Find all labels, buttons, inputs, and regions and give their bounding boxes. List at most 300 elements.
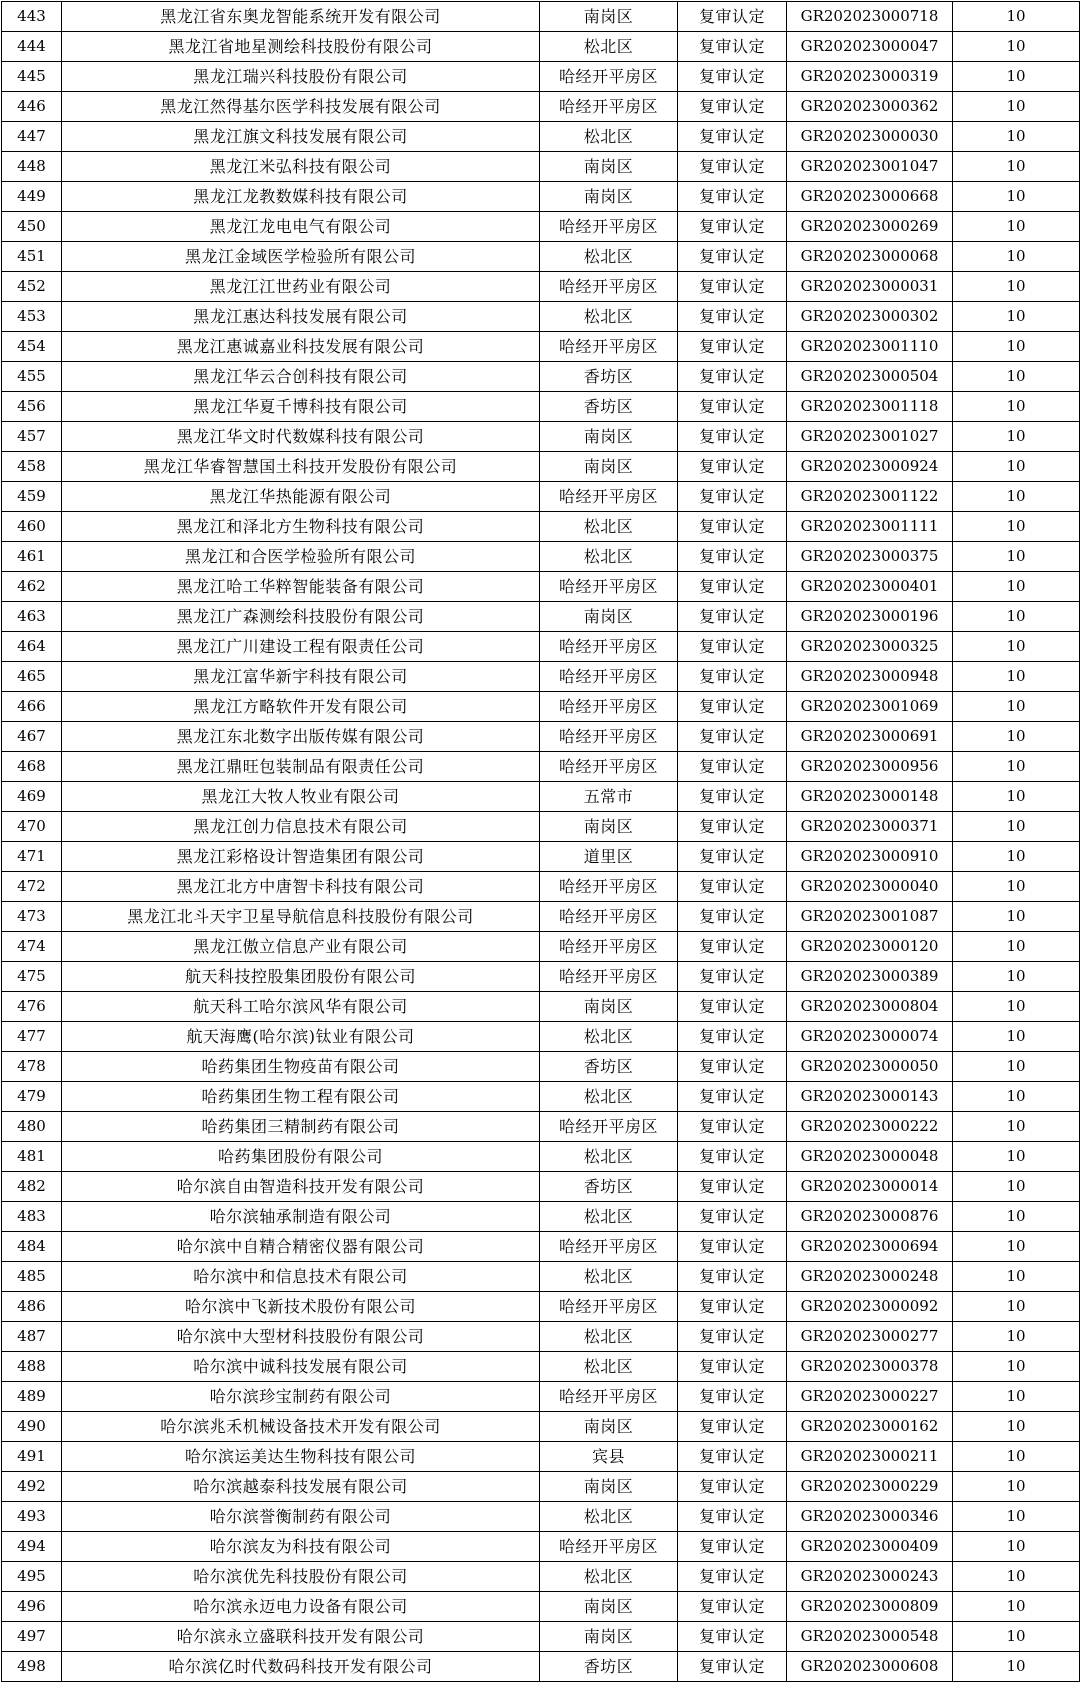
district-cell: 哈经开平房区 <box>540 932 678 962</box>
certificate-number-cell: GR202023000074 <box>787 1022 953 1052</box>
certificate-number-cell: GR202023001122 <box>787 482 953 512</box>
certification-type-cell: 复审认定 <box>678 92 787 122</box>
certificate-number-cell: GR202023000809 <box>787 1592 953 1622</box>
certification-type-cell: 复审认定 <box>678 992 787 1022</box>
table-row <box>2 332 1080 362</box>
company-name-cell: 黑龙江富华新宇科技有限公司 <box>62 662 540 692</box>
table-row <box>2 1172 1080 1202</box>
score-cell: 10 <box>953 1322 1080 1352</box>
certificate-number-cell: GR202023000031 <box>787 272 953 302</box>
district-cell: 南岗区 <box>540 1592 678 1622</box>
company-name-cell: 黑龙江华文时代数媒科技有限公司 <box>62 422 540 452</box>
row-number-cell: 495 <box>2 1562 62 1592</box>
score-cell: 10 <box>953 1442 1080 1472</box>
certificate-number-cell: GR202023000162 <box>787 1412 953 1442</box>
score-cell: 10 <box>953 1382 1080 1412</box>
score-cell: 10 <box>953 1112 1080 1142</box>
score-cell: 10 <box>953 1052 1080 1082</box>
table-row <box>2 842 1080 872</box>
certificate-number-cell: GR202023000876 <box>787 1202 953 1232</box>
table-row <box>2 62 1080 92</box>
certificate-number-cell: GR202023000068 <box>787 242 953 272</box>
table-row <box>2 1292 1080 1322</box>
certification-type-cell: 复审认定 <box>678 1112 787 1142</box>
score-cell: 10 <box>953 1472 1080 1502</box>
table-row <box>2 812 1080 842</box>
certification-type-cell: 复审认定 <box>678 452 787 482</box>
table-row <box>2 872 1080 902</box>
table-row <box>2 1082 1080 1112</box>
table-row <box>2 1022 1080 1052</box>
certification-type-cell: 复审认定 <box>678 1622 787 1652</box>
certification-type-cell: 复审认定 <box>678 392 787 422</box>
company-name-cell: 黑龙江江世药业有限公司 <box>62 272 540 302</box>
district-cell: 哈经开平房区 <box>540 632 678 662</box>
company-name-cell: 黑龙江方略软件开发有限公司 <box>62 692 540 722</box>
company-name-cell: 黑龙江和合医学检验所有限公司 <box>62 542 540 572</box>
table-row <box>2 572 1080 602</box>
certificate-number-cell: GR202023000346 <box>787 1502 953 1532</box>
certification-type-cell: 复审认定 <box>678 422 787 452</box>
table-row <box>2 752 1080 782</box>
company-name-cell: 黑龙江龙教数媒科技有限公司 <box>62 182 540 212</box>
score-cell: 10 <box>953 422 1080 452</box>
certificate-number-cell: GR202023000048 <box>787 1142 953 1172</box>
district-cell: 五常市 <box>540 782 678 812</box>
district-cell: 南岗区 <box>540 1472 678 1502</box>
row-number-cell: 491 <box>2 1442 62 1472</box>
company-name-cell: 哈尔滨永迈电力设备有限公司 <box>62 1592 540 1622</box>
district-cell: 哈经开平房区 <box>540 872 678 902</box>
certificate-number-cell: GR202023000148 <box>787 782 953 812</box>
company-name-cell: 黑龙江瑞兴科技股份有限公司 <box>62 62 540 92</box>
row-number-cell: 496 <box>2 1592 62 1622</box>
district-cell: 哈经开平房区 <box>540 62 678 92</box>
certification-type-cell: 复审认定 <box>678 812 787 842</box>
company-name-cell: 哈药集团生物工程有限公司 <box>62 1082 540 1112</box>
company-name-cell: 黑龙江华云合创科技有限公司 <box>62 362 540 392</box>
row-number-cell: 456 <box>2 392 62 422</box>
score-cell: 10 <box>953 602 1080 632</box>
certification-type-cell: 复审认定 <box>678 362 787 392</box>
table-row <box>2 722 1080 752</box>
company-name-cell: 黑龙江和泽北方生物科技有限公司 <box>62 512 540 542</box>
row-number-cell: 449 <box>2 182 62 212</box>
company-name-cell: 黑龙江彩格设计智造集团有限公司 <box>62 842 540 872</box>
score-cell: 10 <box>953 872 1080 902</box>
table-row <box>2 932 1080 962</box>
certificate-number-cell: GR202023001118 <box>787 392 953 422</box>
row-number-cell: 485 <box>2 1262 62 1292</box>
certificate-number-cell: GR202023000196 <box>787 602 953 632</box>
company-name-cell: 黑龙江米弘科技有限公司 <box>62 152 540 182</box>
table-row <box>2 1562 1080 1592</box>
score-cell: 10 <box>953 332 1080 362</box>
certificate-number-cell: GR202023000040 <box>787 872 953 902</box>
table-row <box>2 1442 1080 1472</box>
certification-type-cell: 复审认定 <box>678 512 787 542</box>
score-cell: 10 <box>953 62 1080 92</box>
company-name-cell: 黑龙江华睿智慧国土科技开发股份有限公司 <box>62 452 540 482</box>
score-cell: 10 <box>953 182 1080 212</box>
certificate-number-cell: GR202023001111 <box>787 512 953 542</box>
certification-type-cell: 复审认定 <box>678 32 787 62</box>
certificate-number-cell: GR202023000050 <box>787 1052 953 1082</box>
table-row <box>2 182 1080 212</box>
certification-type-cell: 复审认定 <box>678 152 787 182</box>
table-row <box>2 1502 1080 1532</box>
score-cell: 10 <box>953 1652 1080 1682</box>
row-number-cell: 451 <box>2 242 62 272</box>
score-cell: 10 <box>953 512 1080 542</box>
company-name-cell: 哈尔滨中和信息技术有限公司 <box>62 1262 540 1292</box>
score-cell: 10 <box>953 1202 1080 1232</box>
row-number-cell: 474 <box>2 932 62 962</box>
row-number-cell: 492 <box>2 1472 62 1502</box>
certificate-number-cell: GR202023000691 <box>787 722 953 752</box>
certification-type-cell: 复审认定 <box>678 182 787 212</box>
score-cell: 10 <box>953 662 1080 692</box>
certification-type-cell: 复审认定 <box>678 1592 787 1622</box>
table-row <box>2 1232 1080 1262</box>
certificate-number-cell: GR202023000804 <box>787 992 953 1022</box>
table-row <box>2 1052 1080 1082</box>
district-cell: 南岗区 <box>540 2 678 32</box>
district-cell: 松北区 <box>540 542 678 572</box>
district-cell: 南岗区 <box>540 152 678 182</box>
row-number-cell: 479 <box>2 1082 62 1112</box>
score-cell: 10 <box>953 92 1080 122</box>
score-cell: 10 <box>953 782 1080 812</box>
table-row <box>2 1652 1080 1682</box>
certificate-number-cell: GR202023000120 <box>787 932 953 962</box>
certificate-number-cell: GR202023000389 <box>787 962 953 992</box>
table-row <box>2 122 1080 152</box>
score-cell: 10 <box>953 542 1080 572</box>
row-number-cell: 493 <box>2 1502 62 1532</box>
company-name-cell: 黑龙江傲立信息产业有限公司 <box>62 932 540 962</box>
company-name-cell: 黑龙江旗文科技发展有限公司 <box>62 122 540 152</box>
table-row <box>2 632 1080 662</box>
certification-type-cell: 复审认定 <box>678 1022 787 1052</box>
company-name-cell: 哈尔滨珍宝制药有限公司 <box>62 1382 540 1412</box>
certificate-number-cell: GR202023001069 <box>787 692 953 722</box>
certification-type-cell: 复审认定 <box>678 932 787 962</box>
row-number-cell: 470 <box>2 812 62 842</box>
row-number-cell: 484 <box>2 1232 62 1262</box>
certification-type-cell: 复审认定 <box>678 1322 787 1352</box>
company-name-cell: 哈尔滨誉衡制药有限公司 <box>62 1502 540 1532</box>
certificate-number-cell: GR202023000378 <box>787 1352 953 1382</box>
row-number-cell: 482 <box>2 1172 62 1202</box>
enterprise-table <box>1 1 1080 1682</box>
company-name-cell: 黑龙江华热能源有限公司 <box>62 482 540 512</box>
company-name-cell: 黑龙江大牧人牧业有限公司 <box>62 782 540 812</box>
certification-type-cell: 复审认定 <box>678 212 787 242</box>
certification-type-cell: 复审认定 <box>678 1442 787 1472</box>
table-row <box>2 392 1080 422</box>
certification-type-cell: 复审认定 <box>678 542 787 572</box>
table-row <box>2 1472 1080 1502</box>
district-cell: 松北区 <box>540 1142 678 1172</box>
table-body <box>2 2 1080 1682</box>
row-number-cell: 454 <box>2 332 62 362</box>
row-number-cell: 483 <box>2 1202 62 1232</box>
certification-type-cell: 复审认定 <box>678 332 787 362</box>
certification-type-cell: 复审认定 <box>678 602 787 632</box>
row-number-cell: 473 <box>2 902 62 932</box>
company-name-cell: 哈尔滨中诚科技发展有限公司 <box>62 1352 540 1382</box>
row-number-cell: 489 <box>2 1382 62 1412</box>
score-cell: 10 <box>953 272 1080 302</box>
row-number-cell: 476 <box>2 992 62 1022</box>
district-cell: 松北区 <box>540 1022 678 1052</box>
score-cell: 10 <box>953 242 1080 272</box>
table-row <box>2 1352 1080 1382</box>
certification-type-cell: 复审认定 <box>678 242 787 272</box>
certificate-number-cell: GR202023001047 <box>787 152 953 182</box>
certificate-number-cell: GR202023000608 <box>787 1652 953 1682</box>
company-name-cell: 哈尔滨自由智造科技开发有限公司 <box>62 1172 540 1202</box>
certificate-number-cell: GR202023000504 <box>787 362 953 392</box>
certification-type-cell: 复审认定 <box>678 272 787 302</box>
certificate-number-cell: GR202023000243 <box>787 1562 953 1592</box>
table-row <box>2 902 1080 932</box>
company-name-cell: 黑龙江创力信息技术有限公司 <box>62 812 540 842</box>
district-cell: 香坊区 <box>540 362 678 392</box>
certificate-number-cell: GR202023000924 <box>787 452 953 482</box>
row-number-cell: 480 <box>2 1112 62 1142</box>
district-cell: 哈经开平房区 <box>540 1382 678 1412</box>
company-name-cell: 哈药集团三精制药有限公司 <box>62 1112 540 1142</box>
row-number-cell: 462 <box>2 572 62 602</box>
certification-type-cell: 复审认定 <box>678 662 787 692</box>
certificate-number-cell: GR202023000319 <box>787 62 953 92</box>
table-row <box>2 1202 1080 1232</box>
company-name-cell: 黑龙江惠诚嘉业科技发展有限公司 <box>62 332 540 362</box>
certification-type-cell: 复审认定 <box>678 2 787 32</box>
district-cell: 松北区 <box>540 1082 678 1112</box>
certificate-number-cell: GR202023000248 <box>787 1262 953 1292</box>
table-row <box>2 512 1080 542</box>
table-row <box>2 1112 1080 1142</box>
certification-type-cell: 复审认定 <box>678 1232 787 1262</box>
table-row <box>2 662 1080 692</box>
score-cell: 10 <box>953 902 1080 932</box>
certification-type-cell: 复审认定 <box>678 122 787 152</box>
district-cell: 哈经开平房区 <box>540 332 678 362</box>
certification-type-cell: 复审认定 <box>678 1412 787 1442</box>
district-cell: 哈经开平房区 <box>540 722 678 752</box>
district-cell: 香坊区 <box>540 1172 678 1202</box>
score-cell: 10 <box>953 452 1080 482</box>
score-cell: 10 <box>953 1142 1080 1172</box>
score-cell: 10 <box>953 1232 1080 1262</box>
row-number-cell: 452 <box>2 272 62 302</box>
table-row <box>2 242 1080 272</box>
company-name-cell: 黑龙江省地星测绘科技股份有限公司 <box>62 32 540 62</box>
certification-type-cell: 复审认定 <box>678 842 787 872</box>
certification-type-cell: 复审认定 <box>678 1082 787 1112</box>
company-name-cell: 哈尔滨友为科技有限公司 <box>62 1532 540 1562</box>
certificate-number-cell: GR202023000047 <box>787 32 953 62</box>
certification-type-cell: 复审认定 <box>678 692 787 722</box>
row-number-cell: 458 <box>2 452 62 482</box>
district-cell: 松北区 <box>540 1562 678 1592</box>
company-name-cell: 黑龙江金域医学检验所有限公司 <box>62 242 540 272</box>
table-row <box>2 692 1080 722</box>
score-cell: 10 <box>953 632 1080 662</box>
district-cell: 哈经开平房区 <box>540 662 678 692</box>
certification-type-cell: 复审认定 <box>678 722 787 752</box>
score-cell: 10 <box>953 692 1080 722</box>
company-name-cell: 哈尔滨中飞新技术股份有限公司 <box>62 1292 540 1322</box>
certification-type-cell: 复审认定 <box>678 1202 787 1232</box>
district-cell: 哈经开平房区 <box>540 902 678 932</box>
district-cell: 南岗区 <box>540 182 678 212</box>
certificate-number-cell: GR202023000362 <box>787 92 953 122</box>
table-row <box>2 2 1080 32</box>
row-number-cell: 468 <box>2 752 62 782</box>
score-cell: 10 <box>953 212 1080 242</box>
row-number-cell: 494 <box>2 1532 62 1562</box>
table-row <box>2 1412 1080 1442</box>
certificate-number-cell: GR202023000910 <box>787 842 953 872</box>
company-name-cell: 黑龙江广森测绘科技股份有限公司 <box>62 602 540 632</box>
score-cell: 10 <box>953 32 1080 62</box>
certificate-number-cell: GR202023000409 <box>787 1532 953 1562</box>
score-cell: 10 <box>953 1082 1080 1112</box>
company-name-cell: 航天科工哈尔滨风华有限公司 <box>62 992 540 1022</box>
row-number-cell: 486 <box>2 1292 62 1322</box>
company-name-cell: 哈尔滨永立盛联科技开发有限公司 <box>62 1622 540 1652</box>
certification-type-cell: 复审认定 <box>678 1562 787 1592</box>
row-number-cell: 443 <box>2 2 62 32</box>
table-row <box>2 602 1080 632</box>
certificate-number-cell: GR202023000143 <box>787 1082 953 1112</box>
row-number-cell: 457 <box>2 422 62 452</box>
table-row <box>2 212 1080 242</box>
company-name-cell: 黑龙江华夏千博科技有限公司 <box>62 392 540 422</box>
company-name-cell: 航天海鹰(哈尔滨)钛业有限公司 <box>62 1022 540 1052</box>
certification-type-cell: 复审认定 <box>678 1382 787 1412</box>
certification-type-cell: 复审认定 <box>678 1052 787 1082</box>
table-row <box>2 452 1080 482</box>
row-number-cell: 447 <box>2 122 62 152</box>
certificate-number-cell: GR202023001110 <box>787 332 953 362</box>
district-cell: 哈经开平房区 <box>540 212 678 242</box>
company-name-cell: 航天科技控股集团股份有限公司 <box>62 962 540 992</box>
certificate-number-cell: GR202023000948 <box>787 662 953 692</box>
row-number-cell: 448 <box>2 152 62 182</box>
certificate-number-cell: GR202023000222 <box>787 1112 953 1142</box>
company-name-cell: 黑龙江北方中唐智卡科技有限公司 <box>62 872 540 902</box>
table-row <box>2 1382 1080 1412</box>
district-cell: 道里区 <box>540 842 678 872</box>
certification-type-cell: 复审认定 <box>678 1532 787 1562</box>
score-cell: 10 <box>953 722 1080 752</box>
certificate-number-cell: GR202023000014 <box>787 1172 953 1202</box>
table-row <box>2 962 1080 992</box>
certification-type-cell: 复审认定 <box>678 1172 787 1202</box>
score-cell: 10 <box>953 152 1080 182</box>
score-cell: 10 <box>953 1562 1080 1592</box>
table-row <box>2 422 1080 452</box>
district-cell: 南岗区 <box>540 602 678 632</box>
district-cell: 南岗区 <box>540 452 678 482</box>
score-cell: 10 <box>953 1172 1080 1202</box>
district-cell: 松北区 <box>540 122 678 152</box>
certificate-number-cell: GR202023000668 <box>787 182 953 212</box>
certification-type-cell: 复审认定 <box>678 572 787 602</box>
district-cell: 哈经开平房区 <box>540 482 678 512</box>
district-cell: 松北区 <box>540 1352 678 1382</box>
table-row <box>2 1262 1080 1292</box>
district-cell: 哈经开平房区 <box>540 692 678 722</box>
row-number-cell: 471 <box>2 842 62 872</box>
company-name-cell: 哈药集团生物疫苗有限公司 <box>62 1052 540 1082</box>
certification-type-cell: 复审认定 <box>678 1502 787 1532</box>
district-cell: 哈经开平房区 <box>540 1532 678 1562</box>
score-cell: 10 <box>953 572 1080 602</box>
table-row <box>2 782 1080 812</box>
district-cell: 松北区 <box>540 302 678 332</box>
certification-type-cell: 复审认定 <box>678 1142 787 1172</box>
certificate-number-cell: GR202023000375 <box>787 542 953 572</box>
table-row <box>2 992 1080 1022</box>
certificate-number-cell: GR202023000277 <box>787 1322 953 1352</box>
certificate-number-cell: GR202023000694 <box>787 1232 953 1262</box>
score-cell: 10 <box>953 1592 1080 1622</box>
score-cell: 10 <box>953 842 1080 872</box>
table-row <box>2 152 1080 182</box>
table-row <box>2 32 1080 62</box>
company-name-cell: 黑龙江鼎旺包装制品有限责任公司 <box>62 752 540 782</box>
row-number-cell: 445 <box>2 62 62 92</box>
row-number-cell: 444 <box>2 32 62 62</box>
certification-type-cell: 复审认定 <box>678 782 787 812</box>
table-row <box>2 542 1080 572</box>
row-number-cell: 469 <box>2 782 62 812</box>
row-number-cell: 466 <box>2 692 62 722</box>
table-row <box>2 1532 1080 1562</box>
certificate-number-cell: GR202023000211 <box>787 1442 953 1472</box>
row-number-cell: 487 <box>2 1322 62 1352</box>
company-name-cell: 黑龙江龙电电气有限公司 <box>62 212 540 242</box>
company-name-cell: 黑龙江哈工华粹智能装备有限公司 <box>62 572 540 602</box>
row-number-cell: 497 <box>2 1622 62 1652</box>
score-cell: 10 <box>953 752 1080 782</box>
certification-type-cell: 复审认定 <box>678 1652 787 1682</box>
row-number-cell: 477 <box>2 1022 62 1052</box>
company-name-cell: 哈尔滨中自精合精密仪器有限公司 <box>62 1232 540 1262</box>
district-cell: 南岗区 <box>540 422 678 452</box>
score-cell: 10 <box>953 992 1080 1022</box>
certificate-number-cell: GR202023000548 <box>787 1622 953 1652</box>
company-name-cell: 黑龙江省东奥龙智能系统开发有限公司 <box>62 2 540 32</box>
certificate-number-cell: GR202023000401 <box>787 572 953 602</box>
company-name-cell: 黑龙江然得基尔医学科技发展有限公司 <box>62 92 540 122</box>
district-cell: 南岗区 <box>540 812 678 842</box>
row-number-cell: 446 <box>2 92 62 122</box>
certification-type-cell: 复审认定 <box>678 872 787 902</box>
district-cell: 香坊区 <box>540 392 678 422</box>
company-name-cell: 哈尔滨亿时代数码科技开发有限公司 <box>62 1652 540 1682</box>
district-cell: 南岗区 <box>540 1622 678 1652</box>
certificate-number-cell: GR202023000718 <box>787 2 953 32</box>
row-number-cell: 488 <box>2 1352 62 1382</box>
certification-type-cell: 复审认定 <box>678 902 787 932</box>
